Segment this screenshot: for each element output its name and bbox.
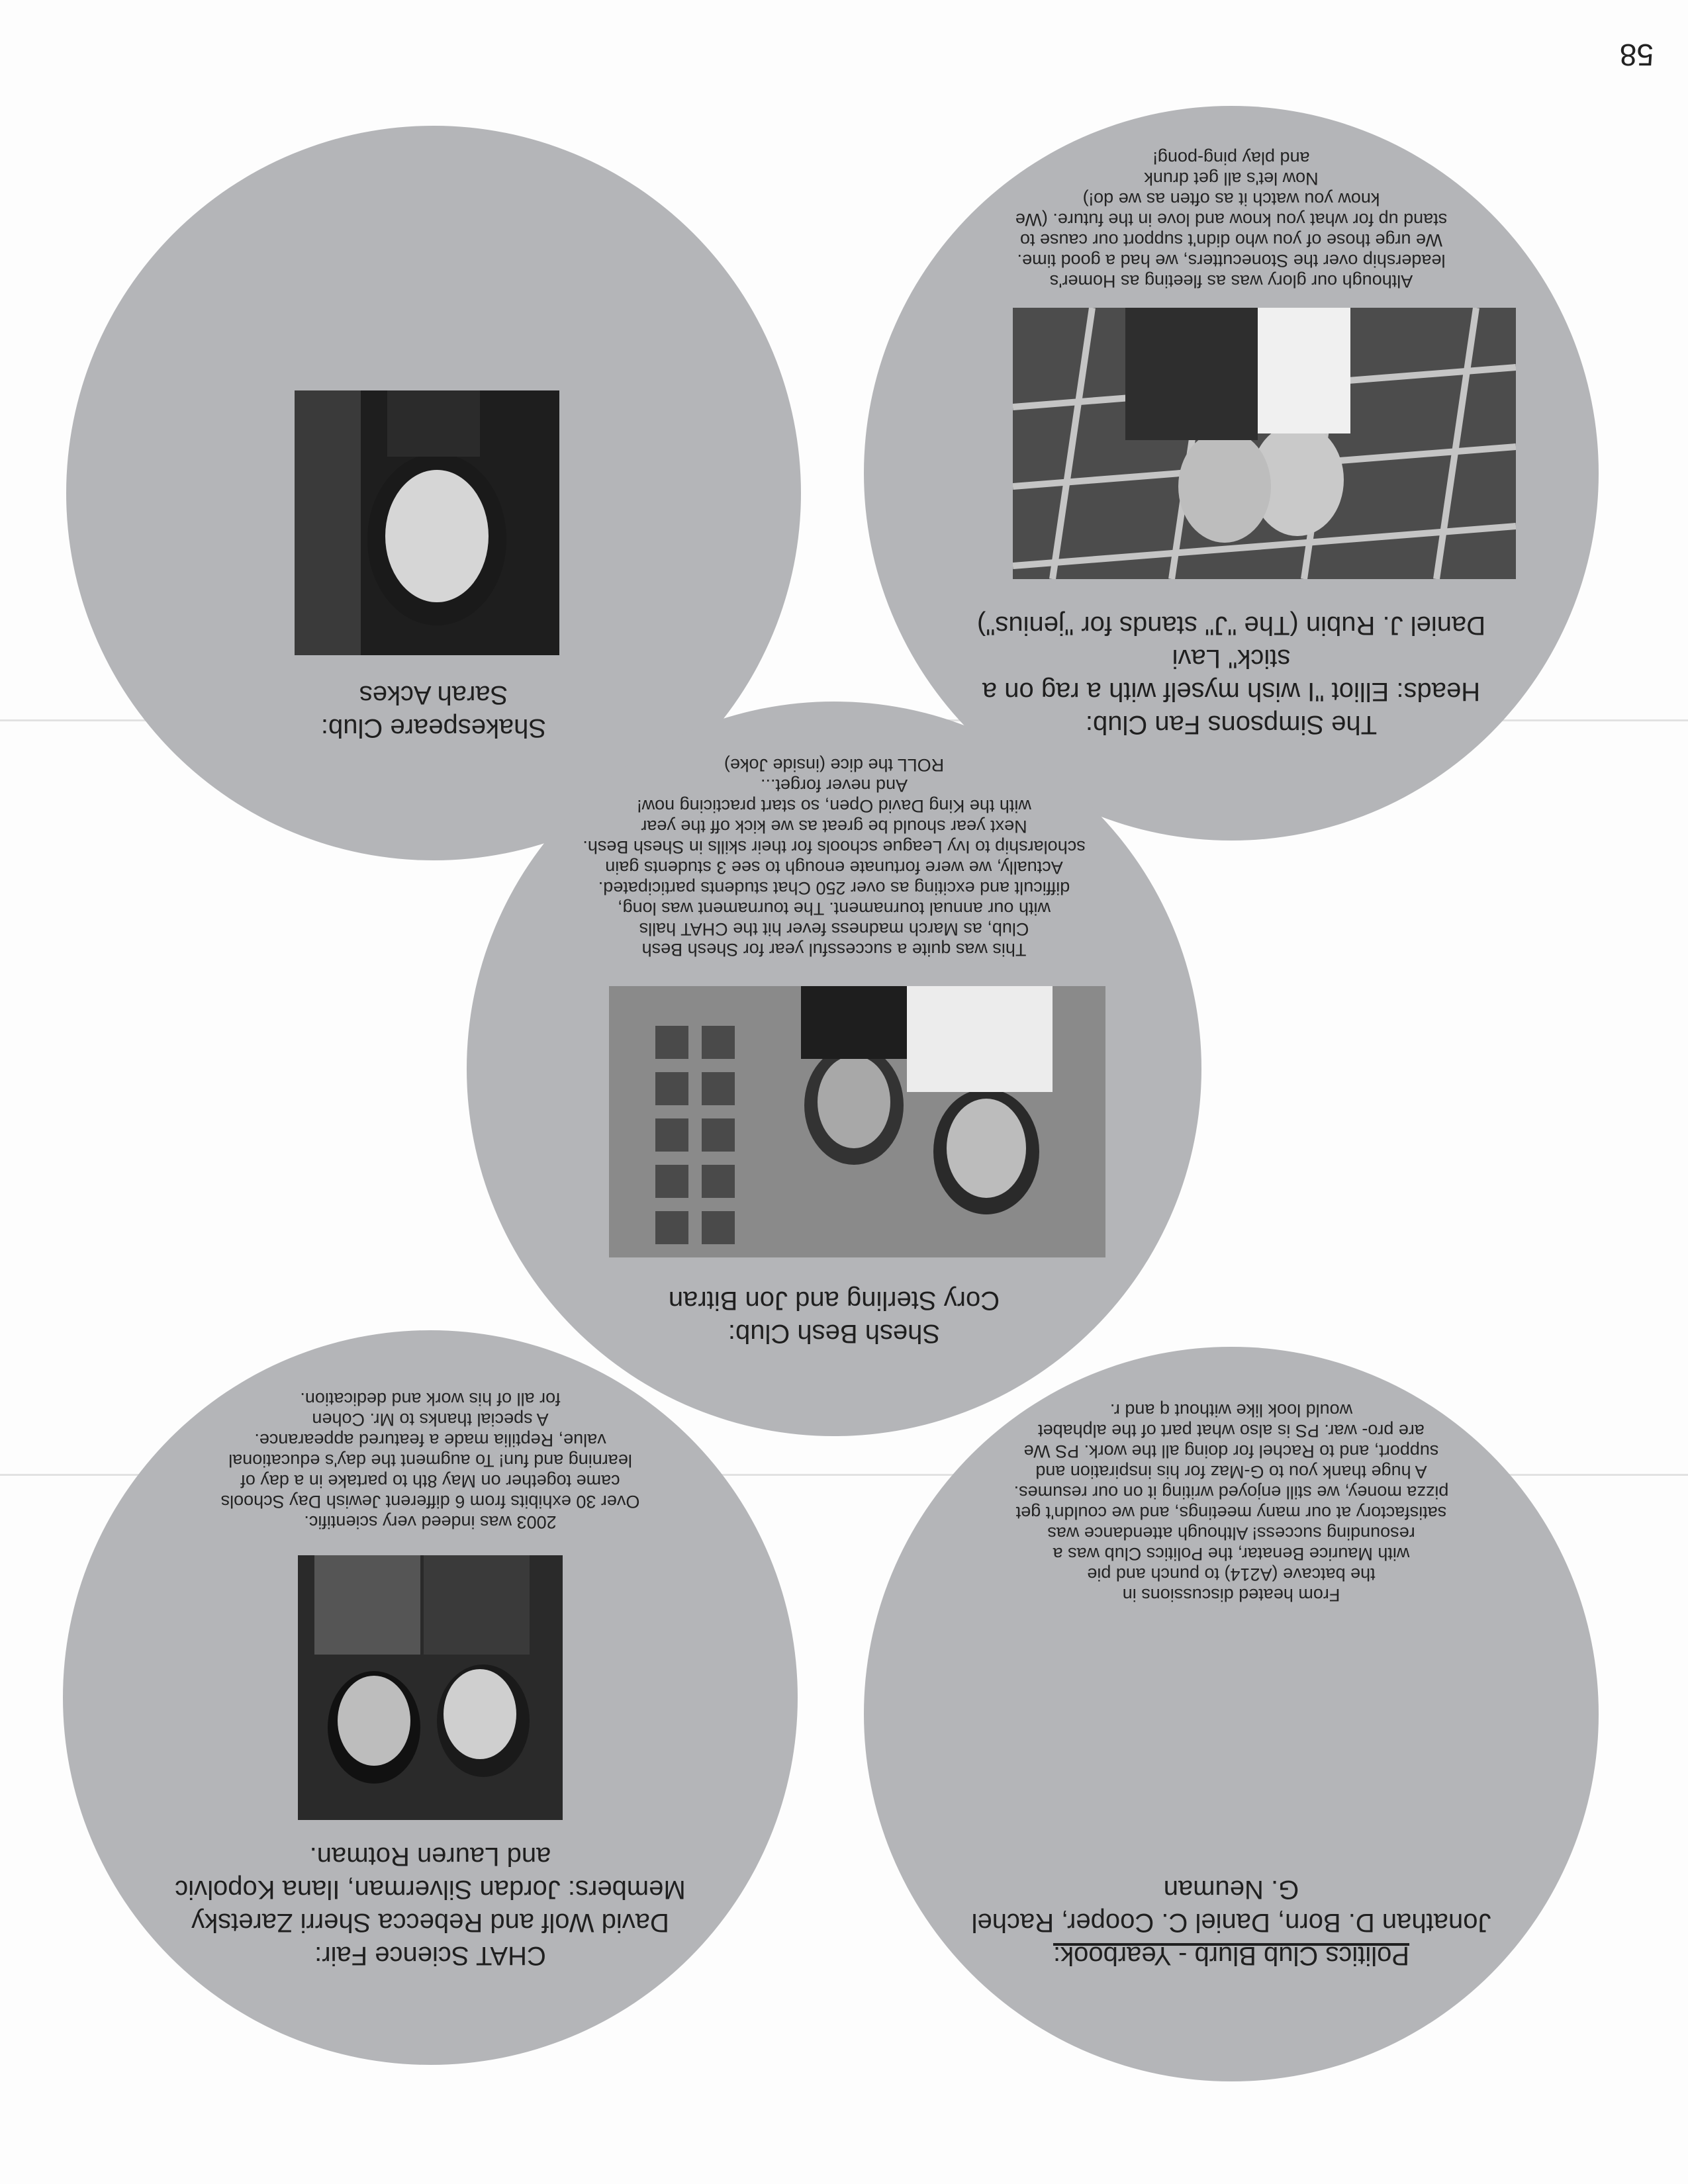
blurb-line: know you watch it as often as we do!) — [1082, 189, 1380, 209]
club-heads: Heads: Elliot "I wish myself with a rag on a — [982, 677, 1481, 706]
blurb-line: pizza money, we still enjoyed writing it on our resumes. — [1013, 1482, 1449, 1502]
blurb-line: And never forget... — [760, 776, 908, 796]
blurb-line: stand up for what you know and love in the future. (We — [1015, 210, 1448, 230]
club-heads: Daniel J. Rubin (The "J" stands for "jenius") — [976, 611, 1486, 640]
blurb-line: are pro- war. PS is also what part of the alphabet — [1038, 1421, 1425, 1441]
politics-club-title — [864, 1873, 1599, 1972]
blurb-line: difficult and exciting as over 250 Chat students participated. — [598, 878, 1070, 898]
shesh-besh-club-photo — [609, 986, 1105, 1257]
simpsons-club-blurb — [864, 148, 1599, 291]
blurb-line: satisfactory at our many meetings, and we couldn't get — [1015, 1503, 1447, 1523]
shesh-besh-club-circle — [467, 702, 1201, 1436]
club-heads: Jonathan D. Born, Daniel C. Cooper, Rachel — [971, 1908, 1491, 1937]
club-name: Shakespeare Club: — [320, 713, 547, 743]
shesh-besh-club-blurb — [467, 754, 1201, 960]
blurb-line: the batcave (A214) to punch and pie — [1087, 1565, 1376, 1584]
blurb-line: Actually, we were fortunate enough to see 3 students gain — [605, 858, 1063, 878]
blurb-line: value, Reptilia made a featured appearance. — [254, 1430, 606, 1450]
blurb-line: Although our glory was as fleeting as Homer's — [1049, 271, 1413, 291]
politics-club-blurb — [864, 1400, 1599, 1605]
blurb-line: Next year should be great as we kick off the year — [641, 817, 1027, 837]
science-fair-title — [63, 1840, 798, 1972]
science-fair-blurb — [63, 1388, 798, 1532]
science-fair-photo — [298, 1555, 563, 1820]
club-name: Politics Club Blurb - Yearbook: — [1053, 1941, 1410, 1970]
blurb-line: resounding success! Although attendance was — [1047, 1524, 1415, 1543]
blurb-line: We urge those of you who didn't support our cause to — [1019, 230, 1443, 250]
blurb-line: ROLL the dice (inside Joke) — [724, 755, 945, 775]
simpsons-club-title — [864, 609, 1599, 741]
blurb-line: leadership over the Stonecutters, we had a good time. — [1017, 251, 1446, 271]
blurb-line: From heated discussions in — [1122, 1585, 1340, 1605]
blurb-line: with the King David Open, so start practicing now! — [637, 796, 1031, 816]
science-fair-circle — [63, 1330, 798, 2065]
club-heads: Sarah Ackes — [359, 680, 508, 709]
blurb-line: support, and to Rachel for doing all the work. PS We — [1023, 1441, 1439, 1461]
blurb-line: A special thanks to Mr. Cohen — [312, 1410, 549, 1430]
blurb-line: and play ping-pong! — [1152, 148, 1310, 168]
blurb-line: Now let's all get drunk — [1144, 169, 1319, 189]
blurb-line: would look like without q and r. — [1109, 1400, 1353, 1420]
page-number: 58 — [1619, 38, 1654, 72]
club-heads: stick" Lavi — [1172, 644, 1291, 673]
blurb-line: 2003 was indeed very scientific. — [304, 1512, 557, 1532]
blurb-line: came together on May 8th to partake in a day of — [240, 1471, 620, 1491]
blurb-line: Club, as March madness fever hit the CHAT halls — [639, 919, 1029, 939]
club-name: Shesh Besh Club: — [727, 1319, 941, 1348]
blurb-line: learning and fun! To augment the day's educational — [228, 1451, 632, 1471]
simpsons-club-photo — [1013, 308, 1516, 579]
club-name: The Simpsons Fan Club: — [1085, 710, 1378, 739]
club-heads: Cory Sterling and Jon Bitran — [668, 1286, 1000, 1315]
politics-club-circle — [864, 1347, 1599, 2081]
blurb-line: with Maurice Benatar, the Politics Club was a — [1053, 1544, 1410, 1564]
club-heads: David Wolf and Rebecca Sherri Zaretsky — [191, 1908, 669, 1937]
club-heads: G. Neuman — [1163, 1875, 1299, 1904]
blurb-line: Over 30 exhibits from 6 different Jewish Day Schools — [220, 1492, 640, 1512]
club-members: and Lauren Rotman. — [309, 1842, 551, 1871]
blurb-line: This was quite a successful year for Shesh Besh — [641, 940, 1027, 960]
blurb-line: for all of his work and dedication. — [300, 1389, 561, 1409]
shesh-besh-club-title — [467, 1284, 1201, 1350]
blurb-line: A huge thank you to G-Maz for his inspiration and — [1035, 1462, 1427, 1482]
club-members: Members: Jordan Silverman, Ilana Kopolvic — [175, 1875, 686, 1904]
shakespeare-club-photo — [295, 390, 559, 655]
blurb-line: scholarship to Ivy League schools for their skills in Shesh Besh. — [583, 837, 1086, 857]
club-name: CHAT Science Fair: — [314, 1941, 546, 1970]
blurb-line: with our annual tournament. The tournament was long, — [618, 899, 1051, 919]
